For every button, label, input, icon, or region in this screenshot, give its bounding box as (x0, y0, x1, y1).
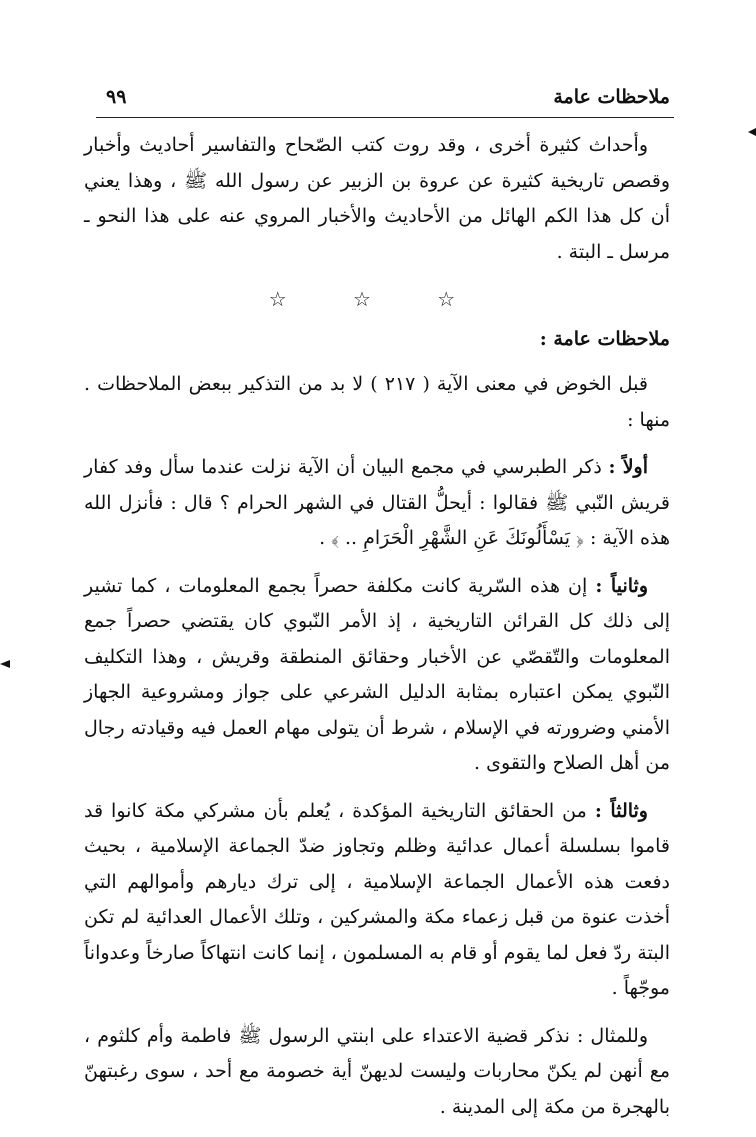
point-text: إن هذه السّرية كانت مكلفة حصراً بجمع المعلومات ، كما تشير إلى ذلك كل القرائن التاريخية ، إذ الأمر النّبوي كان يقتضي حصراً جمع المعلومات والتّقصّي عن الأخبار وحقائق المنطقة وقريش ، وهذا التكليف النّبوي يمكن اعتباره بمثابة الدليل الشرعي على جواز ومشروعية الجهاز الأمني وضرورته في الإسلام ، شرط أن يتولى مهام العمل فيه وقيادته رجال من أهل الصلاح والتقوى . (84, 574, 670, 774)
star-separator: ☆ ☆ ☆ (268, 287, 486, 311)
point-first (84, 450, 670, 557)
page-number: ٩٩ (106, 86, 127, 108)
running-header (100, 86, 670, 114)
point-text: ذكر الطبرسي في مجمع البيان أن الآية نزلت عندما سأل وفد كفار قريش النّبي ﷺ فقالوا : أيحلُّ القتال في الشهر الحرام ؟ قال : فأنزل الله هذه الآية : ﴿ يَسْأَلُونَكَ عَنِ الشَّهْرِ الْحَرَامِ .. ﴾ . (84, 456, 670, 549)
page-body (84, 128, 670, 1137)
header-rule (96, 117, 674, 118)
section-opening: قبل الخوض في معنى الآية ( ٢١٧ ) لا بد من التذكير ببعض الملاحظات . منها : (84, 373, 670, 431)
example-text: وللمثال : نذكر قضية الاعتداء على ابنتي الرسول ﷺ فاطمة وأم كلثوم ، مع أنهن لم يكنّ محاربات وليست لديهنّ أية خصومة مع أحد ، سوى رغبتهنّ بالهجرة من مكة إلى المدينة . (84, 1024, 670, 1118)
margin-tick-mark (748, 128, 756, 136)
example-paragraph (84, 1019, 670, 1126)
point-third (84, 794, 670, 1007)
point-lead: وثانياً : (595, 574, 648, 597)
point-lead: أولاً : (608, 456, 648, 478)
point-text: من الحقائق التاريخية المؤكدة ، يُعلم بأن مشركي مكة كانوا قد قاموا بسلسلة أعمال عدائية وظلم وتجاوز ضدّ الجماعة الإسلامية ، بحيث دفعت هذه الأعمال الجماعة الإسلامية ، إلى ترك ديارهم وأموالهم التي أخذت عنوة من قبل زعماء مكة والمشركين ، وتلك الأعمال العدائية لم تكن البتة ردّ فعل لما يقوم أو قام به المسلمون ، إنما كانت انتهاكاً صارخاً وعدواناً موجّهاً . (84, 799, 670, 999)
intro-paragraph: وأحداث كثيرة أخرى ، وقد روت كتب الصّحاح والتفاسير أحاديث وأخبار وقصص تاريخية كثيرة عن عروة بن الزبير عن رسول الله ﷺ ، وهذا يعني أن كل هذا الكم الهائل من الأحاديث والأخبار المروي عنه على هذا النحو ـ مرسل ـ البتة . (84, 134, 670, 263)
point-second (84, 569, 670, 782)
point-lead: وثالثاً : (594, 799, 648, 822)
header-title: ملاحظات عامة (553, 86, 670, 108)
margin-arrow-mark (0, 660, 10, 668)
section-heading: ملاحظات عامة : (539, 327, 670, 350)
